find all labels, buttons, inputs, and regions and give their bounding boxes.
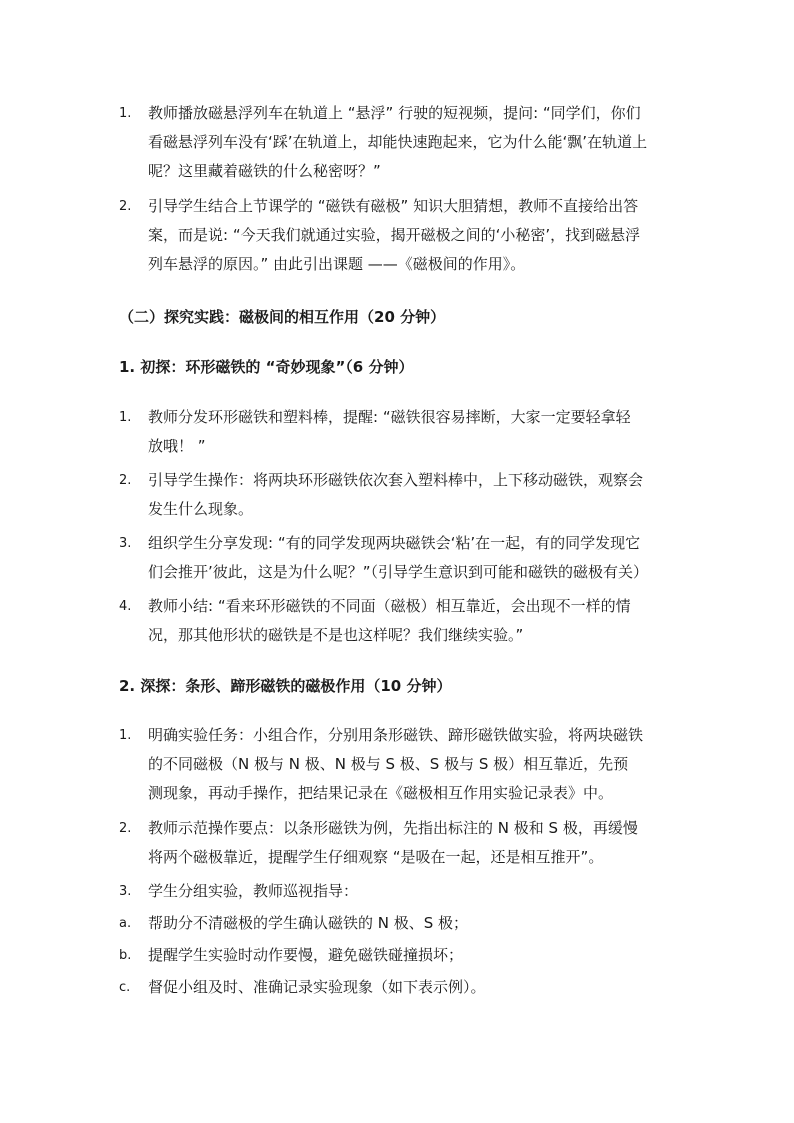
list-item [119,99,679,186]
list-item [119,529,679,587]
list-marker: 3. [119,884,132,899]
list-item-text [148,721,679,808]
list-item [119,466,679,524]
subsection-heading: 2. 深探：条形、蹄形磁铁的磁极作用（10 分钟） [119,677,452,695]
list-marker: 2. [119,821,132,836]
list-item [119,403,679,461]
section-heading: （二）探究实践：磁极间的相互作用（20 分钟） [119,308,446,326]
list-item [119,941,679,970]
list-item-text [148,466,679,524]
text-line: 发生什么现象。 [148,500,254,518]
list-marker: 4. [119,599,132,614]
list-item-text [148,814,679,872]
text-line: 况，那其他形状的磁铁是不是也这样呢？我们继续实验。” [148,626,524,644]
list-item [119,909,679,938]
text-line: 帮助分不清磁极的学生确认磁铁的 N 极、S 极； [148,914,469,932]
text-line: 引导学生结合上节课学的 “磁铁有磁极” 知识大胆猜想，教师不直接给出答 [148,197,639,215]
list-item-text [148,529,679,587]
list-item-text [148,99,679,186]
text-line: 放哦！ ” [148,437,206,455]
list-marker: a. [119,916,132,931]
text-line: 教师示范操作要点：以条形磁铁为例，先指出标注的 N 极和 S 极，再缓慢 [148,819,638,837]
text-line: 将两个磁极靠近，提醒学生仔细观察 “是吸在一起，还是相互推开”。 [148,848,604,866]
list-marker: 2. [119,199,132,214]
text-line: 案，而是说: “今天我们就通过实验，揭开磁极之间的‘小秘密’，找到磁悬浮 [148,226,641,244]
text-line: 们会推开’彼此，这是为什么呢？”（引导学生意识到可能和磁铁的磁极有关） [148,563,649,581]
list-item-text [148,192,679,279]
text-line: 看磁悬浮列车没有‘踩’在轨道上，却能快速跑起来，它为什么能‘飘’在轨道上 [148,133,648,151]
list-item-text [148,592,679,650]
list-item-text [148,877,679,906]
text-line: 呢？这里藏着磁铁的什么秘密呀？” [148,162,381,180]
list-marker: c. [119,980,131,995]
text-line: 督促小组及时、准确记录实验现象（如下表示例）。 [148,978,486,996]
text-line: 组织学生分享发现: “有的同学发现两块磁铁会‘粘’在一起，有的同学发现它 [148,534,641,552]
text-line: 教师分发环形磁铁和塑料棒，提醒: “磁铁很容易摔断，大家一定要轻拿轻 [148,408,631,426]
list-marker: b. [119,948,132,963]
list-item-text [148,909,679,938]
list-marker: 1. [119,728,132,743]
list-item-text [148,403,679,461]
list-marker: 2. [119,473,132,488]
text-line: 提醒学生实验时动作要慢，避免磁铁碰撞损坏； [148,946,464,964]
text-line: 的不同磁极（N 极与 N 极、N 极与 S 极、S 极与 S 极）相互靠近，先预 [148,755,629,773]
subsection-heading: 1. 初探：环形磁铁的 “奇妙现象”（6 分钟） [119,358,414,376]
text-line: 教师小结: “看来环形磁铁的不同面（磁极）相互靠近，会出现不一样的情 [148,597,631,615]
list-item [119,814,679,872]
text-line: 明确实验任务：小组合作，分别用条形磁铁、蹄形磁铁做实验，将两块磁铁 [148,726,644,744]
list-item [119,973,679,1002]
text-line: 学生分组实验，教师巡视指导： [148,882,359,900]
list-item-text [148,973,679,1002]
list-item [119,192,679,279]
list-marker: 1. [119,106,132,121]
list-marker: 1. [119,410,132,425]
text-line: 测现象，再动手操作，把结果记录在《磁极相互作用实验记录表》中。 [148,784,614,802]
list-item-text [148,941,679,970]
text-line: 列车悬浮的原因。” 由此引出课题 ——《磁极间的作用》。 [148,255,526,273]
list-item [119,592,679,650]
text-line: 教师播放磁悬浮列车在轨道上 “悬浮” 行驶的短视频，提问: “同学们，你们 [148,104,641,122]
list-marker: 3. [119,536,132,551]
list-item [119,721,679,808]
text-line: 引导学生操作：将两块环形磁铁依次套入塑料棒中，上下移动磁铁，观察会 [148,471,644,489]
list-item [119,877,679,906]
